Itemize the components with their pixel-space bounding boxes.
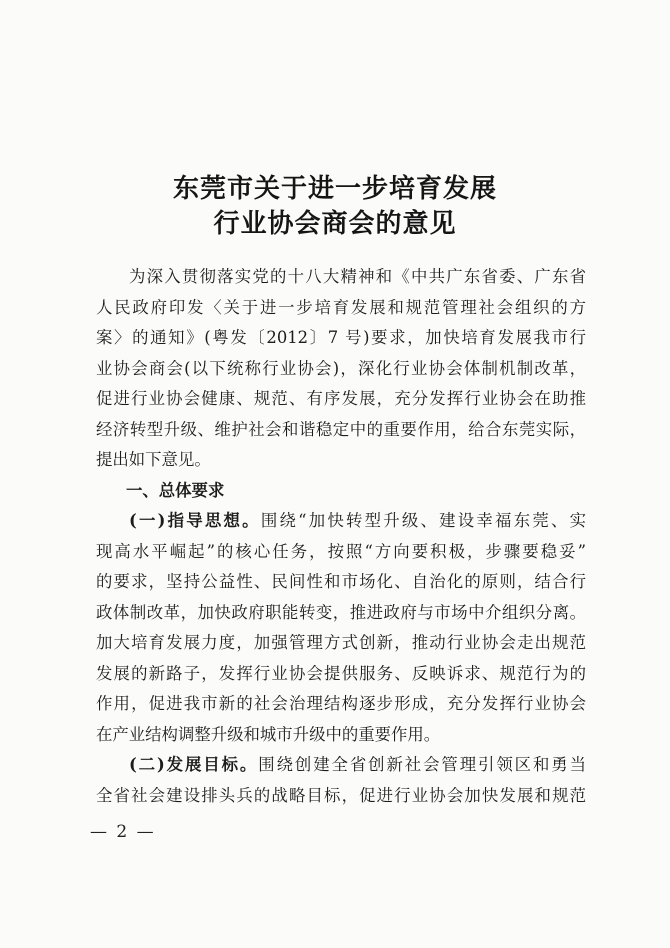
- paragraph-line: 经济转型升级、维护社会和谐稳定中的重要作用，给合东莞实际，: [96, 419, 586, 439]
- paragraph-line: 全省社会建设排头兵的战略目标，促进行业协会加快发展和规范: [96, 785, 586, 805]
- paragraph-line: 现高水平崛起”的核心任务，按照“方向要积极，步骤要稳妥”: [96, 541, 586, 561]
- subsection-label: (二)发展目标。: [129, 755, 259, 774]
- paragraph-line: 在产业结构调整升级和城市升级中的重要作用。: [96, 724, 441, 744]
- document-body: [96, 262, 586, 811]
- paragraph-line: 业协会商会(以下统称行业协会)，深化行业协会体制机制改革，: [96, 358, 586, 378]
- document-title-line-2: 行业协会商会的意见: [213, 209, 457, 239]
- paragraph-line: 人民政府印发〈关于进一步培育发展和规范管理社会组织的方: [96, 297, 586, 317]
- paragraph-line: 为深入贯彻落实党的十八大精神和《中共广东省委、广东省: [129, 267, 586, 286]
- paragraph-line: 加大培育发展力度，加强管理方式创新，推动行业协会走出规范: [96, 633, 586, 652]
- section-heading: 一、总体要求: [126, 480, 225, 500]
- paragraph-line: 提出如下意见。: [96, 450, 211, 469]
- paragraph-line: 促进行业协会健康、规范、有序发展，充分发挥行业协会在助推: [96, 389, 586, 408]
- paragraph-line: 作用，促进我市新的社会治理结构逐步形成，充分发挥行业协会: [96, 694, 586, 713]
- paragraph-line: 政体制改革，加快政府职能转变，推进政府与市场中介组织分离。: [96, 602, 586, 622]
- page-number: — 2 —: [90, 822, 156, 842]
- paragraph-line: 发展的新路子，发挥行业协会提供服务、反映诉求、规范行为的: [96, 663, 586, 683]
- subsection-text: 围绕创建全省创新社会管理引领区和勇当: [258, 755, 586, 774]
- document-title-line-1: 东莞市关于进一步培育发展: [172, 174, 497, 204]
- paragraph-line: 的要求，坚持公益性、民间性和市场化、自治化的原则，结合行: [96, 572, 586, 591]
- subsection-label: (一)指导思想。: [129, 511, 261, 530]
- subsection-text: 围绕“加快转型升级、建设幸福东莞、实: [260, 511, 586, 530]
- subsection-first-line: [96, 506, 586, 537]
- subsection-first-line: [96, 750, 586, 781]
- paragraph-line: 案〉的通知》(粤发〔2012〕7 号)要求，加快培育发展我市行: [96, 328, 586, 347]
